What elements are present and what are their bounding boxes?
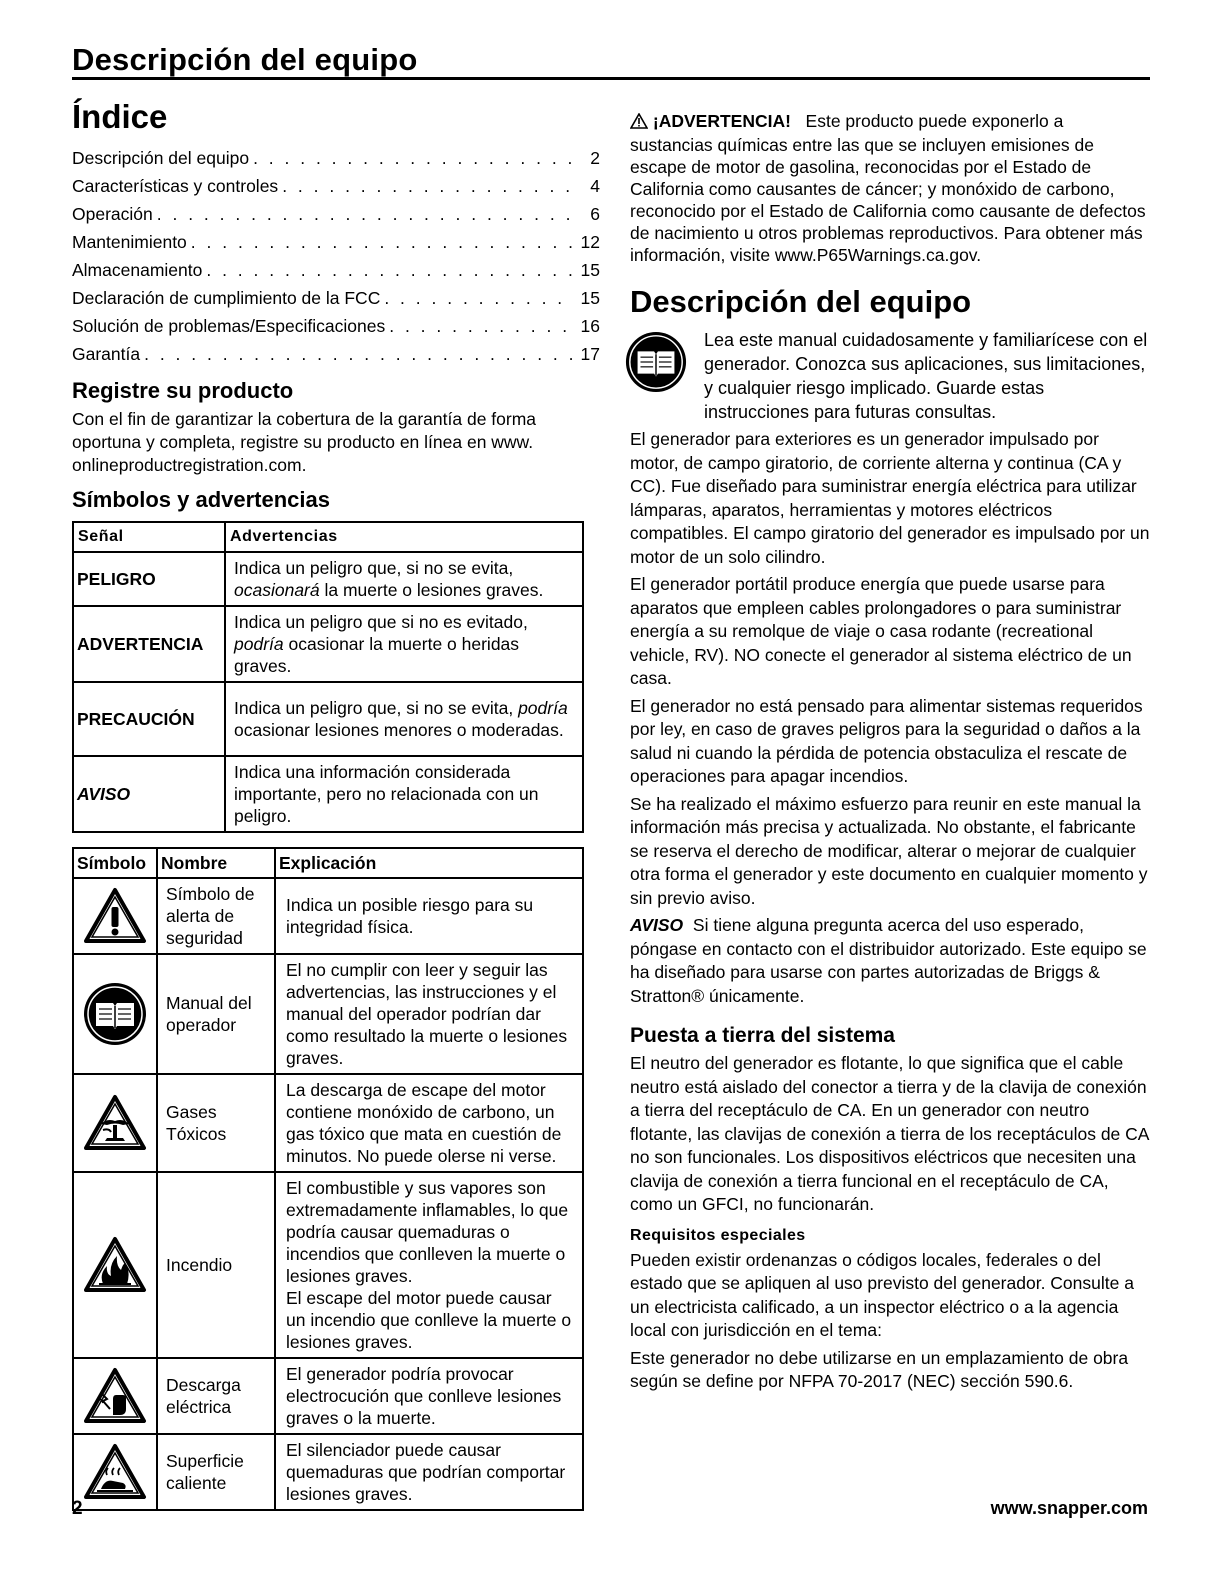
page-number: 2 [72,1498,83,1519]
toc-item [72,200,600,228]
toc-item-page: 15 [580,288,600,308]
toc-item-page: 15 [580,260,600,280]
grounding-title: Puesta a tierra del sistema [630,1024,895,1047]
toc-item-label: Mantenimiento [72,232,187,252]
toc-leader-dots [191,228,572,256]
grounding-p1: El neutro del generador es flotante, lo que significa que el cable neutro está aislado del conector a tierra y de la clavija de conexión a tierra del receptáculo de CA. En un generador con neutro flotante, las clavijas de conexión a tierra de los receptáculos de CA no son funcionales. Los dispositivos eléctricos que necesiten una clavija de conexión a tierra funcional en el receptáculo de CA, como un GFCI, no funcionarán. [630,1053,1149,1214]
description-title: Descripción del equipo [630,284,972,319]
toc-item-page: 12 [580,232,600,252]
toc-item-label: Operación [72,204,153,224]
register-text: Con el fin de garantizar la cobertura de la garantía de forma oportuna y completa, registre su producto en línea en www. onlineproductregistration.com. [72,409,537,475]
operator-manual-icon [73,954,157,1074]
symbol-explanation: El silenciador puede causar quemaduras que podrían comportar lesiones graves. [275,1434,583,1510]
footer-url: www.snapper.com [990,1498,1148,1518]
toc-item-page: 17 [580,344,600,364]
signal-description: Indica una información considerada importante, pero no relacionada con un peligro. [225,756,583,832]
symbol-name: Gases Tóxicos [157,1074,275,1172]
signal-table [72,521,584,833]
warning-text: Este producto puede exponerlo a sustancias químicas entre las que se incluyen emisiones de escape de motor de gasolina, reconocidas por el Estado de California como causantes de cáncer; y monóxido de carbono, reconocido por el Estado de California como causante de defectos de nacimiento u otros problemas reproductivos. Para obtener más información, visite www.P65Warnings.ca.gov. [630,111,1146,265]
register-title: Registre su producto [72,378,294,403]
signal-label: AVISO [73,756,225,832]
explanation-col-header: Explicación [275,848,583,878]
page-header-title: Descripción del equipo [72,42,418,77]
symbol-name: Descarga eléctrica [157,1358,275,1434]
symbol-explanation: El combustible y sus vapores son extremadamente inflamables, lo que podría causar quemaduras o incendios que conlleven la muerte o lesiones graves. El escape del motor puede causar un incendio que conlleve la muerte o lesiones graves. [275,1172,583,1358]
toc-item-label: Solución de problemas/Especificaciones [72,316,386,336]
signal-label: PRECAUCIÓN [73,682,225,756]
safety-alert-icon [73,878,157,954]
toc-item [72,172,600,200]
toc-item-page: 4 [590,176,600,196]
signal-label: ADVERTENCIA [73,606,225,682]
index-title: Índice [72,98,168,135]
table-row [73,1358,583,1434]
signal-description: Indica un peligro que si no es evitado, podría ocasionar la muerte o heridas graves. [225,606,583,682]
electric-shock-icon [73,1358,157,1434]
symbol-explanation: Indica un posible riesgo para su integridad física. [275,878,583,954]
toc-item [72,256,600,284]
aviso-note [630,914,1150,1008]
table-row [73,1434,583,1510]
symbol-name: Incendio [157,1172,275,1358]
symbols-title: Símbolos y advertencias [72,487,330,512]
toc-item [72,144,600,172]
aviso-label: AVISO [630,915,684,935]
fire-icon [73,1172,157,1358]
warning-label: ¡ADVERTENCIA! [652,111,791,131]
intro-text: Lea este manual cuidadosamente y familiarícese con el generador. Conozca sus aplicaciones, sus limitaciones, y cualquier riesgo implicado. Guarde estas instrucciones para futuras consultas. [704,330,1148,422]
toc-item-page: 16 [580,316,600,336]
toc-item [72,312,600,340]
warnings-col-header: Advertencias [225,522,583,552]
toc-item-label: Declaración de cumplimiento de la FCC [72,288,381,308]
description-p1: El generador para exteriores es un generador impulsado por motor, de campo giratorio, de corriente alterna y continua (CA y CC). Fue diseñado para suministrar energía eléctrica para utilizar lámparas, aparatos, herramientas y motores eléctricos compatibles. El campo giratorio del generador es impulsado por un motor de un solo cilindro. [630,429,1150,567]
symbol-explanation: El generador podría provocar electrocución que conlleve lesiones graves o la muerte. [275,1358,583,1434]
symbol-explanation: El no cumplir con leer y seguir las advertencias, las instrucciones y el manual del operador podrían dar como resultado la muerte o lesiones graves. [275,954,583,1074]
toc-leader-dots [389,312,572,340]
right-column [630,110,1150,1394]
table-row [73,606,583,682]
prop65-warning [630,110,1150,266]
toc-item [72,340,600,368]
toxic-fumes-icon [73,1074,157,1172]
toc-leader-dots [384,284,572,312]
description-p4: Se ha realizado el máximo esfuerzo para reunir en este manual la información más precisa y actualizada. No obstante, el fabricante se reserva el derecho de modificar, alterar o mejorar de cualquier otra forma el generador y este documento en cualquier momento y sin previo aviso. [630,793,1148,908]
toc-item [72,228,600,256]
left-column [72,98,600,1511]
toc-item-label: Almacenamiento [72,260,203,280]
manual-intro [630,328,1150,424]
toc-leader-dots [157,200,572,228]
table-row [73,682,583,756]
table-of-contents [72,144,600,368]
toc-leader-dots [144,340,572,368]
table-row [73,954,583,1074]
toc-item-label: Garantía [72,344,141,364]
aviso-text: Si tiene alguna pregunta acerca del uso esperado, póngase en contacto con el distribuidor autorizado. Este equipo se ha diseñado para usarse con partes autorizadas de Briggs & Stratton® únicamente. [630,915,1147,1006]
toc-item-page: 2 [590,148,600,168]
signal-description: Indica un peligro que, si no se evita, ocasionará la muerte o lesiones graves. [225,552,583,606]
hot-surface-icon [73,1434,157,1510]
signal-description: Indica un peligro que, si no se evita, podría ocasionar lesiones menores o moderadas. [225,682,583,756]
header-rule [72,77,1150,80]
grounding-p2: Pueden existir ordenanzas o códigos locales, federales o del estado que se apliquen al uso previsto del generador. Consulte a un electricista calificado, a un inspector eléctrico o a la agencia local con jurisdicción en el tema: [630,1249,1134,1340]
symbol-name: Manual del operador [157,954,275,1074]
table-row [73,1172,583,1358]
toc-leader-dots [206,256,572,284]
symbol-name: Superficie caliente [157,1434,275,1510]
symbol-table [72,847,584,1511]
symbol-col-header: Símbolo [73,848,157,878]
toc-item-label: Descripción del equipo [72,148,250,168]
toc-leader-dots [282,172,572,200]
name-col-header: Nombre [157,848,275,878]
warning-triangle-icon [630,112,648,134]
symbol-name: Símbolo de alerta de seguridad [157,878,275,954]
symbol-explanation: La descarga de escape del motor contiene monóxido de carbono, un gas tóxico que mata en cuestión de minutos. No puede olerse ni verse. [275,1074,583,1172]
table-row [73,878,583,954]
description-p3: El generador no está pensado para alimentar sistemas requeridos por ley, en caso de graves peligros para la seguridad o daños a la salud ni cuando la pérdida de potencia obstaculiza el rescate de operaciones para apagar incendios. [630,695,1143,786]
signal-label: PELIGRO [73,552,225,606]
table-row [73,756,583,832]
toc-leader-dots [253,144,572,172]
toc-item [72,284,600,312]
grounding-p3: Este generador no debe utilizarse en un emplazamiento de obra según se define por NFPA 70-2017 (NEC) sección 590.6. [630,1347,1129,1391]
toc-item-label: Características y controles [72,176,279,196]
table-row [73,552,583,606]
toc-item-page: 6 [590,204,600,224]
table-row [73,1074,583,1172]
signal-col-header: Señal [73,522,225,552]
description-p2: El generador portátil produce energía que puede usarse para aparatos que empleen cables prolongadores o para suministrar energía a su remolque de viaje o casa rodante (recreational vehicle, RV). NO conecte el generador al sistema eléctrico de un casa. [630,574,1132,688]
operator-manual-icon [624,330,688,400]
special-requirements-title: Requisitos especiales [630,1226,806,1244]
